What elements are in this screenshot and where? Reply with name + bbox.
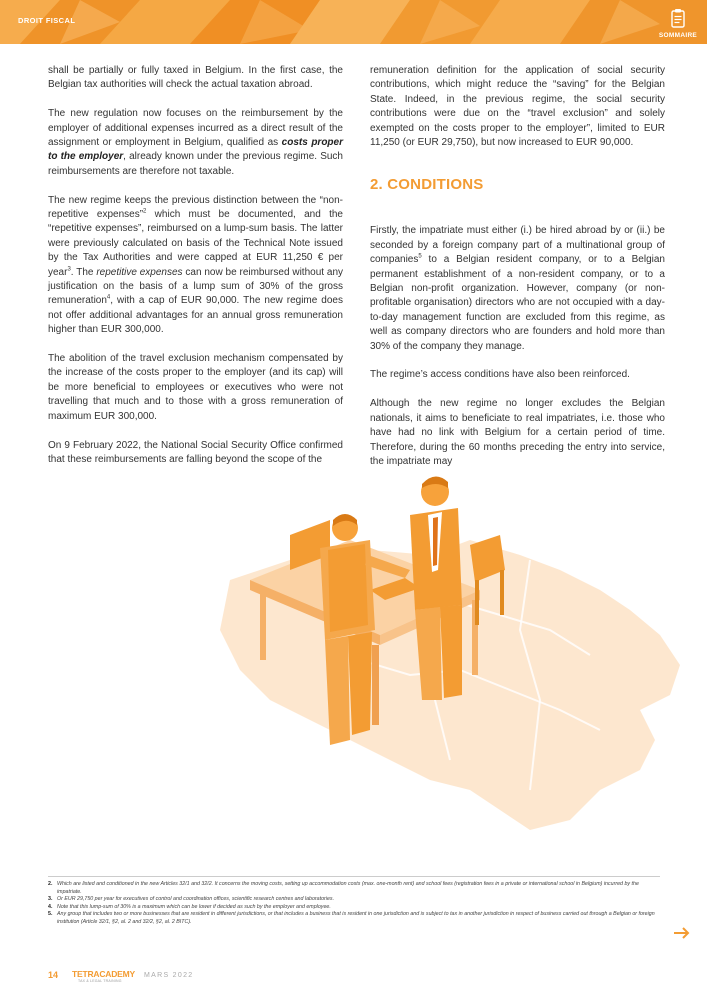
- text-span: , with a cap of EUR 90,000. The new regime does not offer additional advantages for an annual gross remuneration higher than EUR 300,000.: [48, 295, 343, 336]
- clipboard-icon: [671, 8, 685, 28]
- footnote-text: Which are listed and conditioned in the new Articles 32/1 and 32/2. It concerns the moving costs, setting up accommodation costs (max. one-month rent) and school fees (registration fees in a private or international school in Belgium) incurred by the impatriate.: [57, 881, 639, 895]
- logo-text: TETRACADEMY: [72, 969, 135, 979]
- footnote-4: [48, 904, 660, 912]
- text-span: . The: [70, 266, 97, 278]
- footnote-ref: 5: [418, 253, 422, 260]
- geometric-banner-pattern: [0, 0, 707, 44]
- issue-date: MARS 2022: [144, 971, 194, 979]
- footnote-ref: 2: [143, 208, 147, 215]
- text-span: to a Belgian resident company, or to a Belgian permanent establishment of a non-resident company, or to a Belgian non-profit organization. However, company (or non-profitable organisation) directors who are not occupied with a day-to-day management function are excluded from this regime, as well as company directors who are founders and hold more than 30% of the company they manage.: [370, 254, 665, 352]
- left-paragraph-2: [48, 107, 343, 179]
- footnote-text: Or EUR 29,750 per year for executives of control and coordination offices, scientific research centres and laboratories.: [57, 896, 335, 903]
- footnote-number: 4.: [48, 903, 53, 910]
- logo-subtext: TAX & LEGAL TRAINING: [78, 979, 122, 983]
- emphasis-costs-proper: costs proper to the employer: [48, 137, 343, 163]
- sommaire-label: SOMMAIRE: [658, 32, 698, 39]
- left-paragraph-4: The abolition of the travel exclusion mechanism compensated by the increase of the costs proper to the employer (and its cap) will be more beneficial to employees or executives who were not travelling that much and to those with a gross remuneration of maximum EUR 300,000.: [48, 353, 343, 422]
- handshake-illustration: [200, 460, 700, 860]
- footnote-number: 3.: [48, 896, 53, 903]
- italic-repetitive-expenses: repetitive expenses: [96, 266, 183, 278]
- right-paragraph-1: remuneration definition for the application of social security contributions, which might reduce the “saving” for the Belgian State. Indeed, in the previous regime, the social security contributions were due on the “travel exclusion” and solely exempted on the costs proper to the employer”, limited to EUR 11,250 (or EUR 29,750), but now increased to EUR 90,000.: [370, 65, 665, 149]
- left-paragraph-3: [48, 194, 343, 338]
- footnote-text: Any group that includes two or more businesses that are resident in different jurisdictions, or that includes a business that is resident in one jurisdiction and is subject to tax in another jurisdiction in respect of business carried out through a Belgian or foreign institution (Article 32/1, §2, al. 2 and 32/2, §2, al. 2 BITC).: [57, 911, 655, 925]
- text-span: which must be documented, and the “repetitive expenses”, reimbursed on a lump-sum basis. The latter were previously calculated on basis of the Technical Note issued by the Tax Authorities and were capped at EUR 11,250 € per year: [48, 209, 343, 278]
- right-paragraph-4: Although the new regime no longer excludes the Belgian nationals, it aims to beneficiate to real impatriates, i.e. those who have had no link with Belgium for a certain period of time. Therefore, during the 60 months preceding the entry into service, the impatriate may: [370, 398, 665, 467]
- right-paragraph-3: The regime’s access conditions have also been reinforced.: [370, 369, 630, 381]
- footnote-5: [48, 911, 660, 926]
- page-number: 14: [48, 970, 59, 980]
- left-paragraph-5: On 9 February 2022, the National Social Security Office confirmed that these reimbursements are falling beyond the scope of the: [48, 439, 343, 465]
- footnote-number: 5.: [48, 911, 53, 918]
- footnote-number: 2.: [48, 881, 53, 887]
- footnote-3: [48, 896, 660, 904]
- text-span: , already known under the previous regime. Such reimbursements are therefore not taxable.: [48, 151, 343, 177]
- section-label: DROIT FISCAL: [18, 16, 76, 25]
- text-span: The new regime keeps the previous distinction between the “non-repetitive expenses”: [48, 194, 343, 221]
- footnote-text: Note that this lump-sum of 30% is a maximum which can be lower if decided as such by the employer and employee.: [57, 903, 331, 910]
- top-banner: [0, 0, 707, 44]
- right-paragraph-2: [370, 224, 665, 354]
- footnotes: [48, 876, 660, 927]
- left-column: [48, 64, 343, 467]
- footnote-ref: 4: [106, 295, 111, 302]
- footnote-2: [48, 881, 660, 896]
- footnote-ref: 3: [67, 266, 71, 273]
- right-column: [370, 64, 665, 469]
- footer: [48, 964, 193, 986]
- text-span: can now be reimbursed without any justification on the basis of a lump sum of 30% of the gross remuneration: [48, 266, 343, 307]
- section-heading: 2. CONDITIONS: [370, 176, 484, 194]
- text-span: Firstly, the impatriate must either (i.) be hired abroad by or (ii.) be seconded by a foreign company part of a multinational group of companies: [370, 225, 665, 266]
- tetracademy-logo: [72, 966, 135, 984]
- left-paragraph-1: shall be partially or fully taxed in Belgium. In the first case, the Belgian tax authorities will check the actual taxation abroad.: [48, 65, 343, 91]
- arrow-right-icon[interactable]: [673, 926, 691, 940]
- sommaire-button[interactable]: [655, 6, 701, 40]
- text-span: The new regulation now focuses on the reimbursement by the employer of additional expenses incurred as a direct result of the assignment or employment in Belgium, qualified as: [48, 108, 343, 149]
